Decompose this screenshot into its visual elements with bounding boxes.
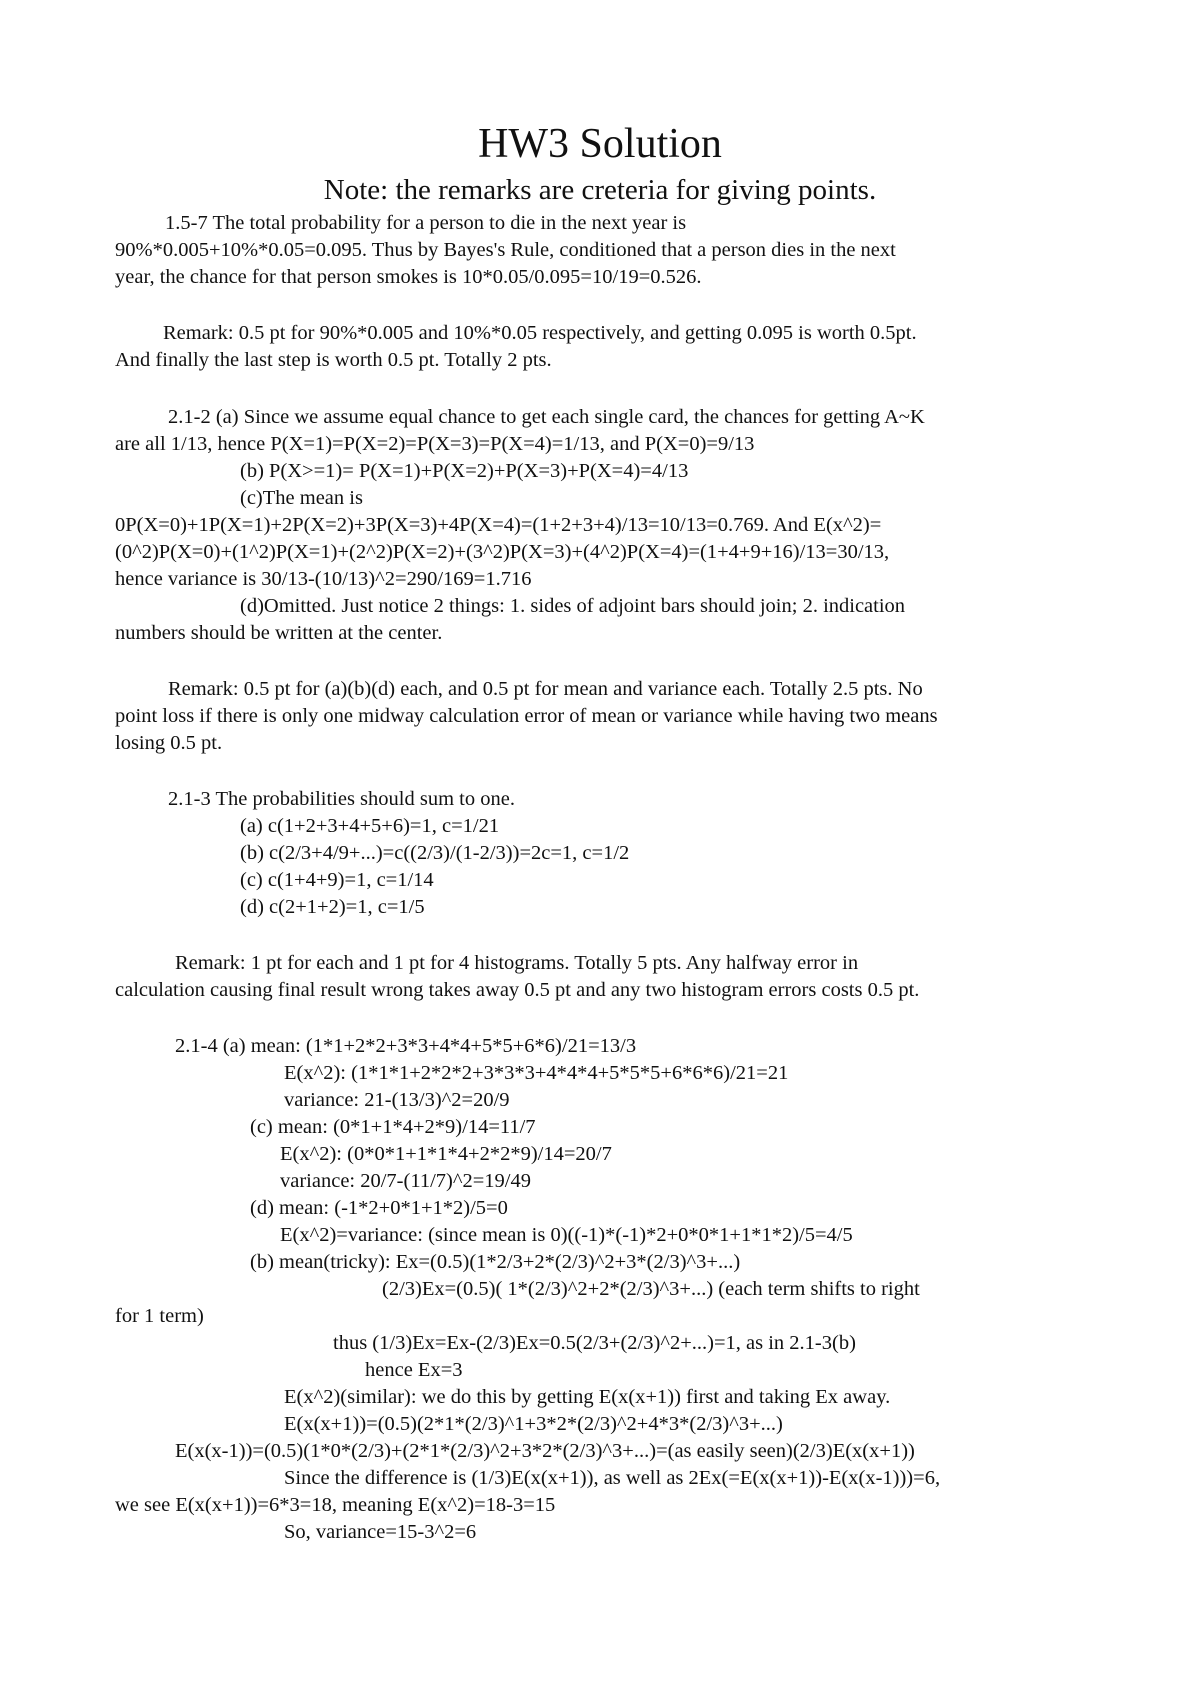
text-line: And finally the last step is worth 0.5 pt. Totally 2 pts. <box>115 349 552 371</box>
text-line: year, the chance for that person smokes is 10*0.05/0.095=10/19=0.526. <box>115 266 702 288</box>
text-line: for 1 term) <box>115 1305 204 1327</box>
page-subtitle: Note: the remarks are creteria for giving points. <box>323 174 877 206</box>
text-line: (b) mean(tricky): Ex=(0.5)(1*2/3+2*(2/3)^2+3*(2/3)^3+...) <box>250 1251 741 1273</box>
text-line: calculation causing final result wrong takes away 0.5 pt and any two histogram errors costs 0.5 pt. <box>115 979 920 1001</box>
text-line: are all 1/13, hence P(X=1)=P(X=2)=P(X=3)=P(X=4)=1/13, and P(X=0)=9/13 <box>115 433 755 455</box>
text-line: E(x^2)(similar): we do this by getting E(x(x+1)) first and taking Ex away. <box>284 1386 891 1408</box>
text-line: 2.1-4 (a) mean: (1*1+2*2+3*3+4*4+5*5+6*6)/21=13/3 <box>175 1035 637 1057</box>
text-line: (d) mean: (-1*2+0*1+1*2)/5=0 <box>250 1197 508 1219</box>
text-line: (0^2)P(X=0)+(1^2)P(X=1)+(2^2)P(X=2)+(3^2)P(X=3)+(4^2)P(X=4)=(1+4+9+16)/13=30/13, <box>115 541 890 563</box>
text-line: numbers should be written at the center. <box>115 622 443 644</box>
text-line: E(x(x-1))=(0.5)(1*0*(2/3)+(2*1*(2/3)^2+3*2*(2/3)^3+...)=(as easily seen)(2/3)E(x(x+1)) <box>175 1440 915 1462</box>
text-line: E(x^2): (1*1*1+2*2*2+3*3*3+4*4*4+5*5*5+6*6*6)/21=21 <box>284 1062 789 1084</box>
text-line: So, variance=15-3^2=6 <box>284 1521 477 1543</box>
text-line: 90%*0.005+10%*0.05=0.095. Thus by Bayes's Rule, conditioned that a person dies in the next <box>115 239 896 261</box>
page-title: HW3 Solution <box>478 121 722 167</box>
text-line: 0P(X=0)+1P(X=1)+2P(X=2)+3P(X=3)+4P(X=4)=(1+2+3+4)/13=10/13=0.769. And E(x^2)= <box>115 514 882 536</box>
text-line: variance: 21-(13/3)^2=20/9 <box>284 1089 510 1111</box>
text-line: 1.5-7 The total probability for a person to die in the next year is <box>165 212 687 234</box>
text-line: (d)Omitted. Just notice 2 things: 1. sides of adjoint bars should join; 2. indication <box>240 595 906 617</box>
text-line: we see E(x(x+1))=6*3=18, meaning E(x^2)=18-3=15 <box>115 1494 556 1516</box>
text-line: Remark: 0.5 pt for (a)(b)(d) each, and 0.5 pt for mean and variance each. Totally 2.5 pts. No <box>168 678 923 700</box>
text-line: hence Ex=3 <box>365 1359 463 1381</box>
text-line: thus (1/3)Ex=Ex-(2/3)Ex=0.5(2/3+(2/3)^2+...)=1, as in 2.1-3(b) <box>333 1332 856 1354</box>
text-line: (b) c(2/3+4/9+...)=c((2/3)/(1-2/3))=2c=1, c=1/2 <box>240 842 630 864</box>
text-line: Remark: 0.5 pt for 90%*0.005 and 10%*0.05 respectively, and getting 0.095 is worth 0.5pt. <box>163 322 917 344</box>
text-line: Remark: 1 pt for each and 1 pt for 4 histograms. Totally 5 pts. Any halfway error in <box>175 952 859 974</box>
text-line: (d) c(2+1+2)=1, c=1/5 <box>240 896 425 918</box>
text-line: 2.1-2 (a) Since we assume equal chance to get each single card, the chances for getting A~K <box>168 406 925 428</box>
text-line: 2.1-3 The probabilities should sum to one. <box>168 788 515 810</box>
text-line: point loss if there is only one midway calculation error of mean or variance while having two means <box>115 705 938 727</box>
text-line: (a) c(1+2+3+4+5+6)=1, c=1/21 <box>240 815 500 837</box>
text-line: Since the difference is (1/3)E(x(x+1)), as well as 2Ex(=E(x(x+1))-E(x(x-1)))=6, <box>284 1467 941 1489</box>
text-line: losing 0.5 pt. <box>115 732 223 754</box>
text-line: E(x^2): (0*0*1+1*1*4+2*2*9)/14=20/7 <box>280 1143 612 1165</box>
text-line: (c) mean: (0*1+1*4+2*9)/14=11/7 <box>250 1116 536 1138</box>
text-line: (2/3)Ex=(0.5)( 1*(2/3)^2+2*(2/3)^3+...) (each term shifts to right <box>382 1278 920 1300</box>
text-line: E(x(x+1))=(0.5)(2*1*(2/3)^1+3*2*(2/3)^2+4*3*(2/3)^3+...) <box>284 1413 783 1435</box>
text-line: variance: 20/7-(11/7)^2=19/49 <box>280 1170 531 1192</box>
text-line: (b) P(X>=1)= P(X=1)+P(X=2)+P(X=3)+P(X=4)=4/13 <box>240 460 689 482</box>
text-line: E(x^2)=variance: (since mean is 0)((-1)*(-1)*2+0*0*1+1*1*2)/5=4/5 <box>280 1224 853 1246</box>
text-line: (c) c(1+4+9)=1, c=1/14 <box>240 869 434 891</box>
text-line: hence variance is 30/13-(10/13)^2=290/169=1.716 <box>115 568 532 590</box>
text-line: (c)The mean is <box>240 487 363 509</box>
